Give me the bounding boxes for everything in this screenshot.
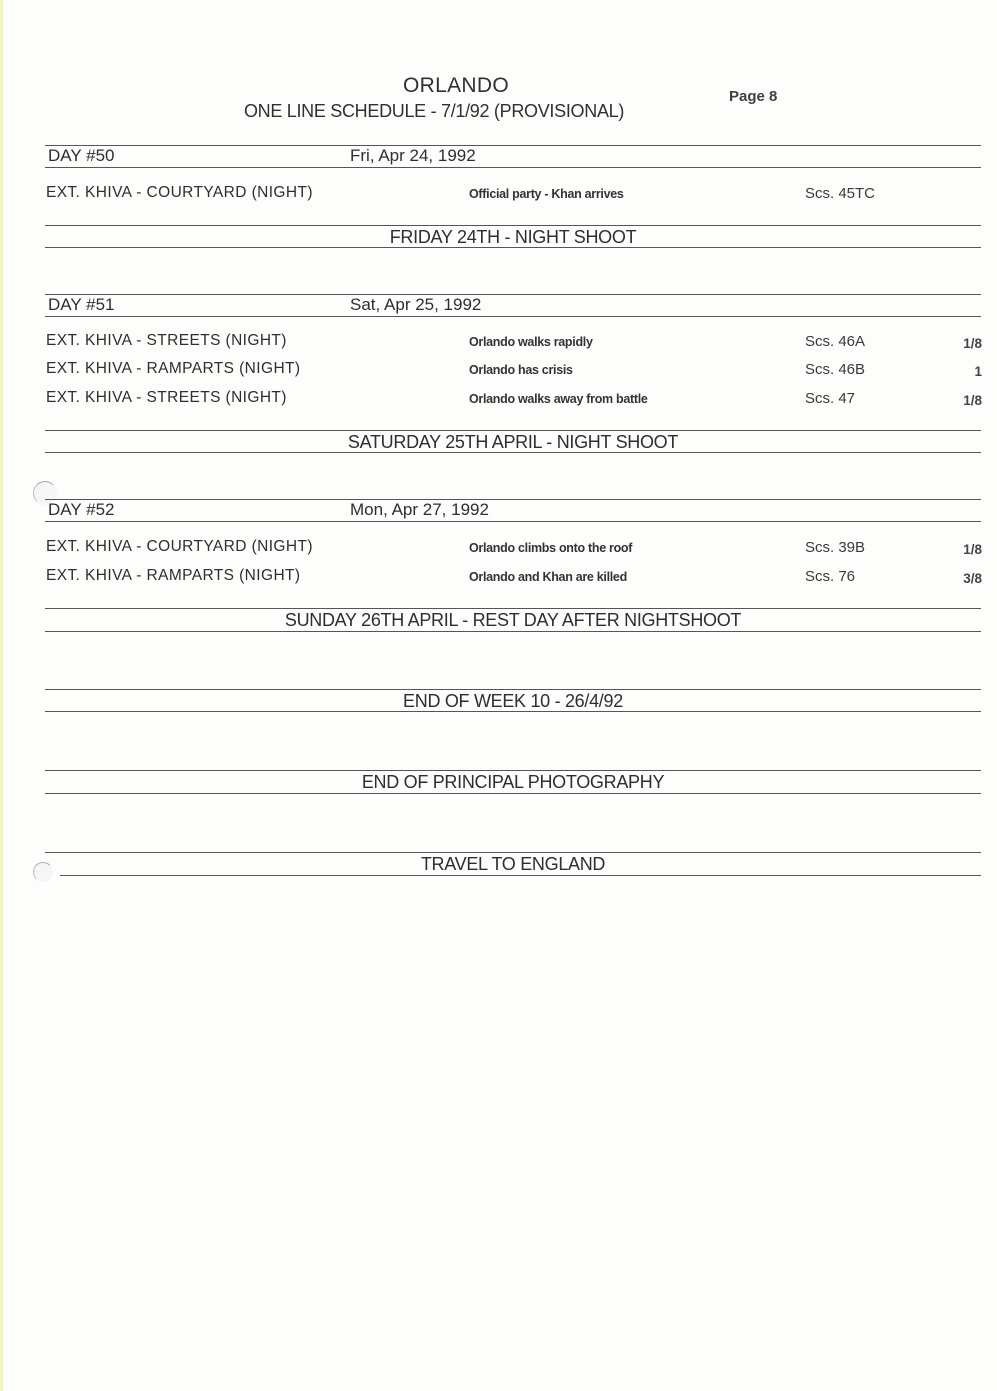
scene-location: EXT. KHIVA - COURTYARD (NIGHT) bbox=[46, 184, 313, 201]
rule bbox=[45, 521, 981, 522]
rule bbox=[45, 167, 981, 168]
end-of-principal-photography-banner: END OF PRINCIPAL PHOTOGRAPHY bbox=[361, 772, 665, 792]
scene-description: Official party - Khan arrives bbox=[469, 187, 624, 201]
page-number: Page 8 bbox=[729, 88, 778, 105]
rule bbox=[45, 430, 981, 431]
scene-location: EXT. KHIVA - RAMPARTS (NIGHT) bbox=[46, 567, 301, 584]
rule bbox=[45, 294, 981, 295]
rule bbox=[45, 631, 981, 632]
rule bbox=[60, 875, 981, 876]
day-banner: SATURDAY 25TH APRIL - NIGHT SHOOT bbox=[347, 432, 679, 452]
scene-number: Scs. 45TC bbox=[805, 185, 876, 202]
rule bbox=[45, 499, 981, 500]
day-label: DAY #52 bbox=[48, 500, 115, 519]
rule bbox=[45, 770, 981, 771]
scene-number: Scs. 39B bbox=[805, 539, 866, 556]
scene-number: Scs. 46B bbox=[805, 361, 866, 378]
scene-pages: 1 bbox=[974, 364, 982, 379]
day-date: Fri, Apr 24, 1992 bbox=[350, 146, 476, 165]
rule bbox=[45, 225, 981, 226]
rule bbox=[45, 316, 981, 317]
day-label: DAY #50 bbox=[48, 146, 115, 165]
scene-description: Orlando walks rapidly bbox=[469, 335, 593, 349]
scene-pages: 1/8 bbox=[963, 393, 982, 408]
rule bbox=[45, 452, 981, 453]
scene-number: Scs. 46A bbox=[805, 333, 866, 350]
rule bbox=[45, 852, 981, 853]
day-banner: SUNDAY 26TH APRIL - REST DAY AFTER NIGHTSHOOT bbox=[284, 610, 742, 630]
scene-description: Orlando has crisis bbox=[469, 363, 573, 377]
scene-description: Orlando and Khan are killed bbox=[469, 570, 627, 584]
rule bbox=[45, 689, 981, 690]
scene-description: Orlando climbs onto the roof bbox=[469, 541, 633, 555]
scene-number: Scs. 76 bbox=[805, 568, 856, 585]
scene-location: EXT. KHIVA - STREETS (NIGHT) bbox=[46, 389, 287, 406]
scene-pages: 3/8 bbox=[963, 571, 982, 586]
rule bbox=[45, 247, 981, 248]
rule bbox=[45, 145, 981, 146]
rule bbox=[45, 711, 981, 712]
scene-number: Scs. 47 bbox=[805, 390, 856, 407]
scene-location: EXT. KHIVA - STREETS (NIGHT) bbox=[46, 332, 287, 349]
travel-banner: TRAVEL TO ENGLAND bbox=[420, 854, 606, 874]
document-subtitle: ONE LINE SCHEDULE - 7/1/92 (PROVISIONAL) bbox=[243, 101, 625, 121]
rule bbox=[45, 793, 981, 794]
day-banner: FRIDAY 24TH - NIGHT SHOOT bbox=[389, 227, 637, 247]
day-date: Mon, Apr 27, 1992 bbox=[350, 500, 489, 519]
scene-pages: 1/8 bbox=[963, 542, 982, 557]
scene-location: EXT. KHIVA - COURTYARD (NIGHT) bbox=[46, 538, 313, 555]
day-label: DAY #51 bbox=[48, 295, 115, 314]
end-of-week-banner: END OF WEEK 10 - 26/4/92 bbox=[403, 691, 623, 711]
scene-description: Orlando walks away from battle bbox=[469, 392, 648, 406]
document-title: ORLANDO bbox=[403, 74, 509, 97]
scene-pages: 1/8 bbox=[963, 336, 982, 351]
rule bbox=[45, 608, 981, 609]
scene-location: EXT. KHIVA - RAMPARTS (NIGHT) bbox=[46, 360, 301, 377]
day-date: Sat, Apr 25, 1992 bbox=[350, 295, 482, 314]
paper-edge bbox=[0, 0, 3, 1391]
